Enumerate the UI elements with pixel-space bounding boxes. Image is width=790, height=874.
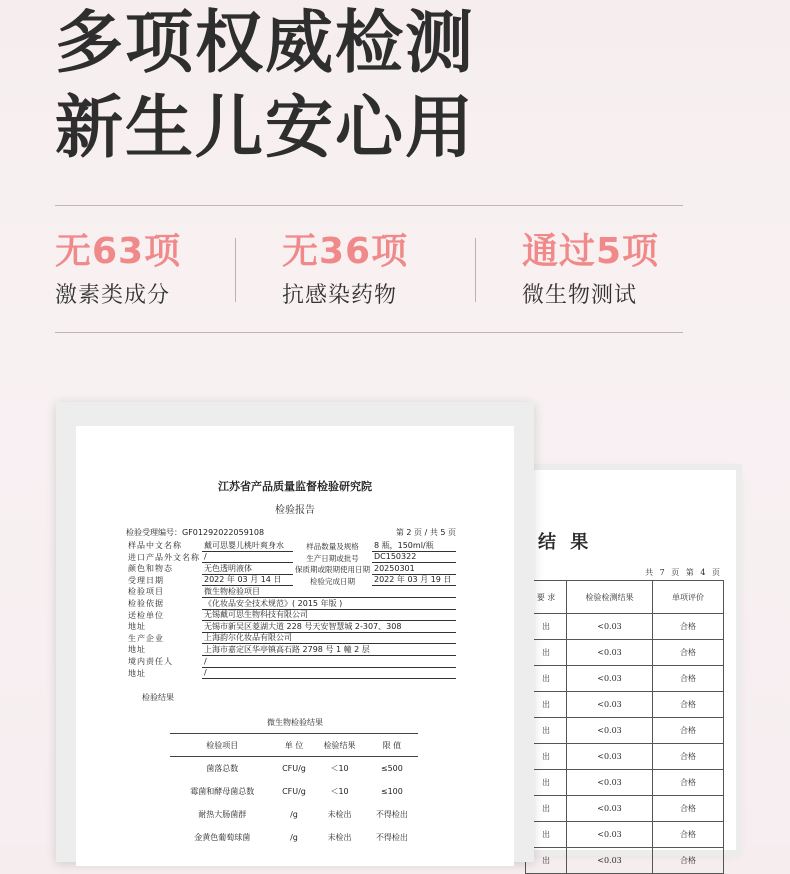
info-cell: 检验完成日期 <box>310 576 355 586</box>
table-header: 检验检测结果 <box>567 581 653 614</box>
info-cell: 2022 年 03 月 14 日 <box>202 574 293 586</box>
stat-antiinfective <box>282 232 408 309</box>
info-cell: 样品数量及规格 <box>306 542 359 552</box>
table-cell: <0.03 <box>567 692 653 718</box>
table-header: 检验项目 <box>170 734 275 757</box>
table-cell: 合格 <box>653 666 724 692</box>
table-row <box>526 744 724 770</box>
table-header: 限 值 <box>366 734 418 757</box>
table-row <box>526 640 724 666</box>
info-cell: 上海市嘉定区华亭镇高石路 2798 号 1 幢 2 层 <box>202 644 456 656</box>
table-row <box>526 614 724 640</box>
info-cell: 《化妆品安全技术规范》( 2015 年版 ) <box>202 597 456 609</box>
table-cell: 合格 <box>653 848 724 874</box>
table-cell: 耐热大肠菌群 <box>198 810 247 819</box>
micro-result-table <box>170 733 418 849</box>
table-cell: 出 <box>526 666 567 692</box>
table-row <box>526 848 724 874</box>
table-cell: <0.03 <box>567 822 653 848</box>
table-cell: 不得检出 <box>375 810 408 819</box>
info-row <box>126 632 456 644</box>
info-cell: 受理日期 <box>128 575 164 585</box>
table-row <box>526 770 724 796</box>
table-cell: <0.03 <box>567 640 653 666</box>
table-row <box>170 826 418 849</box>
result-heading: 检验结果 <box>142 693 174 702</box>
stat-microbe <box>522 232 659 309</box>
info-cell: 检验依据 <box>128 599 164 609</box>
info-cell: 颜色和物态 <box>128 564 173 574</box>
table-cell: 未检出 <box>327 810 352 819</box>
table-row <box>170 780 418 803</box>
table-row <box>526 666 724 692</box>
table-cell: 不得检出 <box>375 833 408 842</box>
table-cell: ≤100 <box>380 787 403 796</box>
info-cell: 无锡市新吴区菱湖大道 228 号天安智慧城 2-307、308 <box>202 621 456 633</box>
table-cell: <0.03 <box>567 770 653 796</box>
info-cell: 进口产品外文名称 <box>128 552 200 562</box>
info-cell: 无锡戴可思生物科技有限公司 <box>202 609 456 621</box>
stat-hormone <box>55 232 181 309</box>
table-row <box>526 718 724 744</box>
table-cell: CFU/g <box>282 764 306 773</box>
stat-divider <box>475 238 476 302</box>
info-cell: 8 瓶，150ml/瓶 <box>372 540 456 551</box>
table-cell: 未检出 <box>327 833 352 842</box>
info-row <box>126 551 456 563</box>
info-cell: 保质期或限期使用日期 <box>295 565 370 575</box>
table-header: 单项评价 <box>653 581 724 614</box>
info-row <box>126 597 456 609</box>
table-cell: <0.03 <box>567 718 653 744</box>
divider-top <box>55 205 683 206</box>
table-cell: 合格 <box>653 692 724 718</box>
table-cell: 金黄色葡萄球菌 <box>194 833 251 842</box>
info-row <box>126 586 456 598</box>
table-row <box>526 796 724 822</box>
report-page-number: 第 2 页 / 共 5 页 <box>395 528 456 537</box>
table-cell: ＜10 <box>330 764 349 773</box>
info-cell: 地址 <box>128 622 146 632</box>
table-cell: 出 <box>526 744 567 770</box>
stat-divider <box>235 238 236 302</box>
info-row <box>126 609 456 621</box>
table-cell: 合格 <box>653 796 724 822</box>
table-cell: 出 <box>526 640 567 666</box>
info-cell: / <box>202 667 456 679</box>
stat-label: 微生物测试 <box>522 282 638 308</box>
stat-value: 无63项 <box>55 231 182 272</box>
report-front-frame <box>56 402 534 862</box>
info-cell: 生产企业 <box>128 633 164 643</box>
table-cell: <0.03 <box>567 796 653 822</box>
table-cell: <0.03 <box>567 744 653 770</box>
table-header: 检验结果 <box>313 734 365 757</box>
info-cell: / <box>202 551 293 563</box>
table-cell: <0.03 <box>567 666 653 692</box>
table-cell: 出 <box>526 614 567 640</box>
table-cell: 出 <box>526 718 567 744</box>
report-front-page <box>76 426 514 866</box>
info-cell: 上海韵尔化妆品有限公司 <box>202 632 456 644</box>
table-row <box>526 822 724 848</box>
info-cell: 戴可思婴儿桃叶爽身水 <box>202 540 293 551</box>
table-header: 单 位 <box>275 734 314 757</box>
table-cell: 合格 <box>653 640 724 666</box>
info-cell: 样品中文名称 <box>128 541 182 551</box>
report-title: 检验报告 <box>275 505 315 516</box>
table-cell: 菌落总数 <box>206 764 239 773</box>
info-row <box>126 644 456 656</box>
table-cell: ≤500 <box>380 764 403 773</box>
info-cell: 境内责任人 <box>128 657 173 667</box>
table-cell: ＜10 <box>330 787 349 796</box>
report-back-page <box>525 470 736 865</box>
report-accept-number: 检验受理编号：GF01292022059108 <box>126 528 265 537</box>
table-cell: 合格 <box>653 614 724 640</box>
table-row <box>170 757 418 781</box>
table-cell: /g <box>290 833 298 842</box>
table-cell: 出 <box>526 848 567 874</box>
table-cell: 合格 <box>653 770 724 796</box>
info-row <box>126 667 456 679</box>
stat-label: 激素类成分 <box>55 282 171 308</box>
info-cell: 2022 年 03 月 19 日 <box>372 574 456 586</box>
stat-value: 通过5项 <box>522 231 660 272</box>
table-cell: 出 <box>526 692 567 718</box>
info-cell: 地址 <box>128 668 146 678</box>
table-cell: 合格 <box>653 744 724 770</box>
info-cell: / <box>202 655 456 667</box>
report-back-title: 结 果 <box>538 532 593 553</box>
stat-label: 抗感染药物 <box>282 282 398 308</box>
info-row <box>126 574 456 586</box>
table-cell: /g <box>290 810 298 819</box>
table-cell: 合格 <box>653 822 724 848</box>
headline-line2: 新生儿安心用 <box>55 89 476 168</box>
table-cell: 出 <box>526 796 567 822</box>
table-row <box>170 803 418 826</box>
table-cell: <0.03 <box>567 614 653 640</box>
table-cell: 出 <box>526 822 567 848</box>
headline-line1: 多项权威检测 <box>55 4 476 83</box>
table-cell: 合格 <box>653 718 724 744</box>
info-cell: 微生物检验项目 <box>202 586 456 598</box>
info-cell: 检验项目 <box>128 587 164 597</box>
table-cell: 霉菌和酵母菌总数 <box>190 787 255 796</box>
stat-value: 无36项 <box>282 231 409 272</box>
info-row <box>126 655 456 667</box>
report-institute: 江苏省产品质量监督检验研究院 <box>218 480 372 493</box>
info-row <box>126 563 456 575</box>
info-row <box>126 540 456 551</box>
info-cell: 无色透明液体 <box>202 563 293 575</box>
report-back-page-number: 共 7 页 第 4 页 <box>645 568 722 577</box>
info-row <box>126 621 456 633</box>
table-cell: CFU/g <box>282 787 306 796</box>
table-cell: <0.03 <box>567 848 653 874</box>
report-info-table <box>126 540 456 679</box>
info-cell: 地址 <box>128 645 146 655</box>
info-cell: 送检单位 <box>128 610 164 620</box>
divider-bottom <box>55 332 683 333</box>
table-row <box>526 692 724 718</box>
micro-title: 微生物检验结果 <box>267 718 323 727</box>
info-cell: 生产日期或批号 <box>306 553 359 563</box>
table-header: 要 求 <box>526 581 567 614</box>
report-back-table <box>525 580 724 874</box>
info-cell: DC150322 <box>372 551 456 563</box>
info-cell: 20250301 <box>372 563 456 575</box>
table-cell: 出 <box>526 770 567 796</box>
